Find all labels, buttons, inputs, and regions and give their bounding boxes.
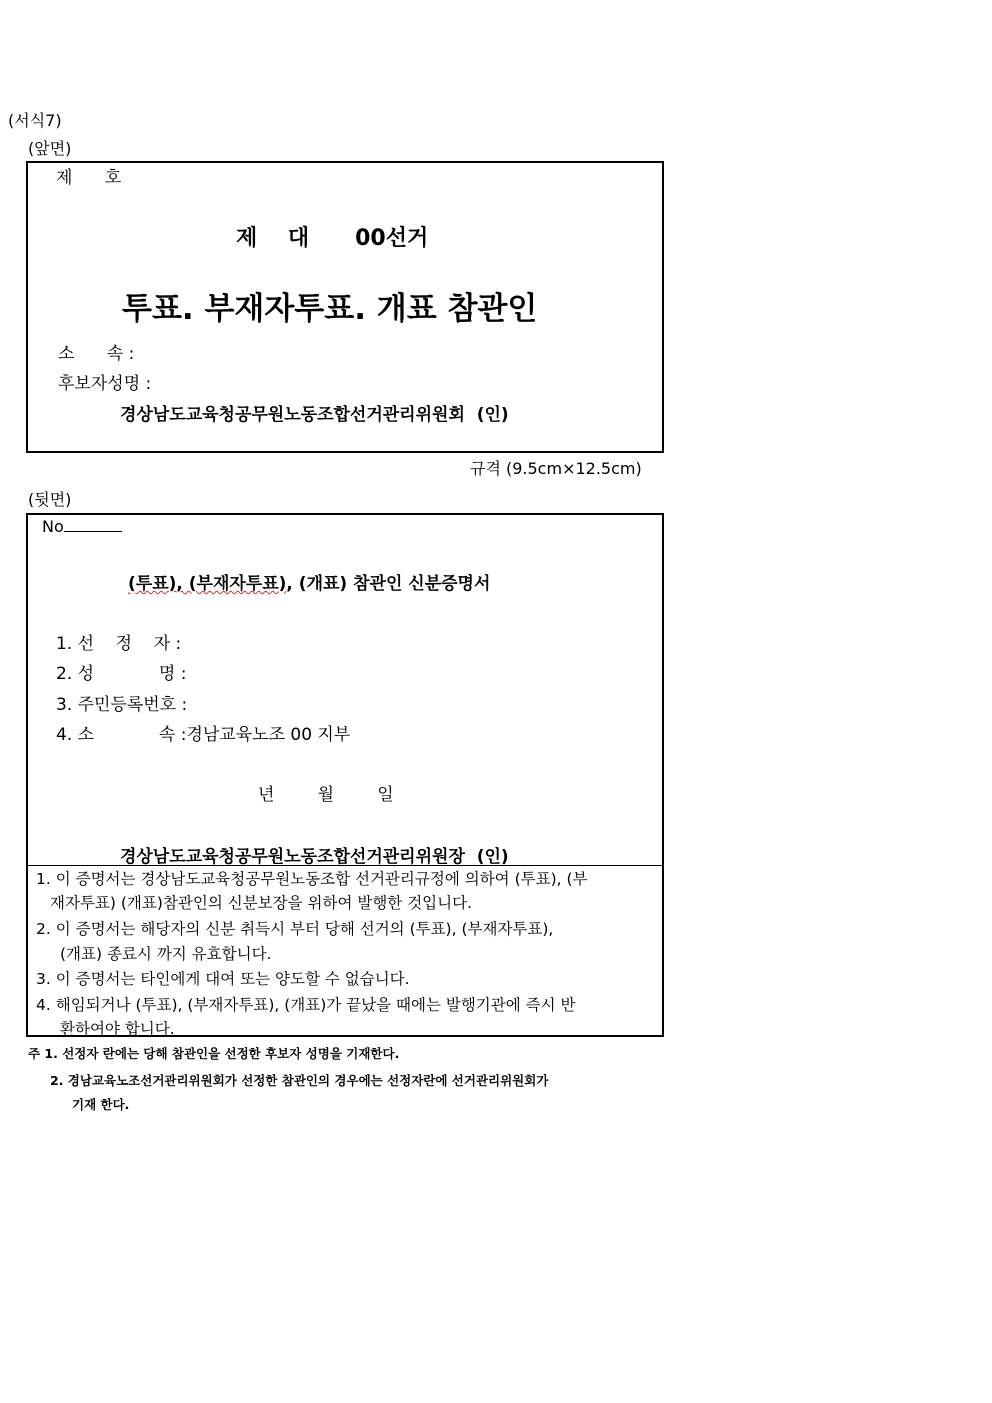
main-title: 투표. 부재자투표. 개표 참관인 bbox=[122, 291, 538, 327]
field-row bbox=[56, 690, 193, 715]
note-line: 환하여야 합니다. bbox=[60, 1020, 175, 1038]
front-side-label: (앞면) bbox=[28, 139, 72, 158]
note-line: 4. 해임되거나 (투표), (부재자투표), (개표)가 끝났을 때에는 발행기관에 즉시 반 bbox=[36, 996, 576, 1014]
affiliation-label: 소 속 : bbox=[58, 344, 135, 364]
front-issuer: 경상남도교육청공무원노동조합선거관리위원회 (인) bbox=[120, 405, 509, 425]
title-part-count: , (개표) 참관인 신분증명서 bbox=[286, 574, 491, 594]
date-line: 년 월 일 bbox=[258, 785, 394, 805]
front-card bbox=[26, 161, 664, 453]
election-line: 제 대 00선거 bbox=[236, 226, 429, 251]
title-part-vote: (투표) bbox=[128, 574, 177, 594]
title-part-absentee: , (부재자투표) bbox=[176, 574, 287, 594]
back-issuer: 경상남도교육청공무원노동조합선거관리위원장 (인) bbox=[120, 847, 509, 867]
notes-section bbox=[28, 865, 662, 1036]
note-line: 1. 이 증명서는 경상남도교육청공무원노동조합 선거관리규정에 의하여 (투표), (부 bbox=[36, 870, 588, 888]
number-label: 제 호 bbox=[56, 168, 122, 188]
note-line: 3. 이 증명서는 타인에게 대여 또는 양도할 수 없습니다. bbox=[36, 970, 410, 988]
footnote-line: 주 1. 선정자 란에는 당해 참관인을 선정한 후보자 성명을 기재한다. bbox=[28, 1046, 400, 1061]
field-row bbox=[56, 629, 187, 654]
note-line: (개표) 종료시 까지 유효합니다. bbox=[60, 945, 272, 963]
candidate-label: 후보자성명 : bbox=[58, 374, 152, 394]
back-side-label: (뒷면) bbox=[28, 490, 72, 509]
note-line: 2. 이 증명서는 해당자의 신분 취득시 부터 당해 선거의 (투표), (부재자투표), bbox=[36, 920, 554, 938]
field-row bbox=[56, 659, 192, 684]
no-blank-line bbox=[64, 517, 122, 532]
note-line: 재자투표) (개표)참관인의 신분보장을 위하여 발행한 것입니다. bbox=[50, 894, 473, 912]
no-label: No bbox=[42, 517, 64, 536]
field-label: 4. 소 속 : bbox=[56, 725, 187, 745]
size-note: 규격 (9.5cm×12.5cm) bbox=[470, 459, 642, 478]
footnote-line: 2. 경남교육노조선거관리위원회가 선정한 참관인의 경우에는 선정자란에 선거관리위원회가 bbox=[50, 1073, 549, 1088]
footnote-line: 기재 한다. bbox=[72, 1097, 130, 1112]
field-label: 2. 성 명 : bbox=[56, 664, 187, 684]
back-card bbox=[26, 513, 664, 1037]
field-value: 경남교육노조 00 지부 bbox=[186, 725, 351, 745]
no-field bbox=[42, 517, 122, 536]
form-number: (서식7) bbox=[8, 111, 62, 130]
field-label: 1. 선 정 자 : bbox=[56, 634, 182, 654]
field-label: 3. 주민등록번호 : bbox=[56, 695, 188, 715]
field-row bbox=[56, 720, 350, 745]
certificate-title bbox=[128, 569, 490, 594]
